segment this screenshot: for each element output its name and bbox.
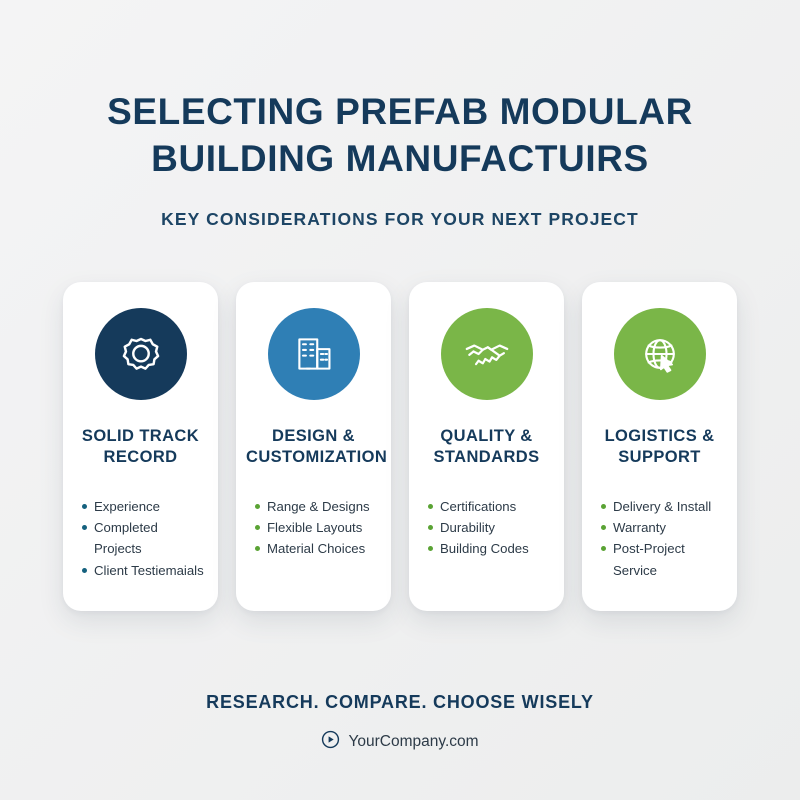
page-title xyxy=(80,88,720,183)
card-title xyxy=(246,426,388,470)
cards-row xyxy=(0,282,800,612)
brand-url: YourCompany.com xyxy=(348,733,479,750)
card-title-line-2: & SUPPORT xyxy=(618,426,715,467)
card-title-line-1: DESIGN & xyxy=(272,426,355,445)
footer-tagline: RESEARCH. COMPARE. CHOOSE WISELY xyxy=(206,692,594,712)
list-item: Warranty xyxy=(600,517,727,538)
card-icon-wrap xyxy=(419,308,554,400)
list-item: Material Choices xyxy=(254,538,381,559)
card-solid-track-record xyxy=(63,282,218,612)
card-icon-wrap xyxy=(246,308,381,400)
list-item: Completed Projects xyxy=(81,517,208,560)
list-item: Durability xyxy=(427,517,554,538)
card-title-line-1: SOLID TRACK xyxy=(81,426,200,445)
card-title xyxy=(419,426,554,470)
brand xyxy=(0,730,800,754)
list-item: Experience xyxy=(81,496,208,517)
gear-icon xyxy=(95,308,187,400)
card-title xyxy=(73,426,208,470)
list-item: Delivery & Install xyxy=(600,496,727,517)
building-icon xyxy=(268,308,360,400)
page-title-line-2: BUILDING MANUFACTUIRS xyxy=(151,138,649,180)
card-title-line-1: LOGISTICS xyxy=(604,426,698,445)
list-item: Client Testiemaials xyxy=(81,560,208,581)
card-design-customization xyxy=(236,282,391,612)
card-title-line-2: RECORD xyxy=(103,448,178,467)
list-item: Flexible Layouts xyxy=(254,517,381,538)
list-item: Certifications xyxy=(427,496,554,517)
list-item: Building Codes xyxy=(427,538,554,559)
card-bullet-list xyxy=(419,496,554,560)
card-logistics-support xyxy=(582,282,737,612)
page-title-line-1: SELECTING PREFAB MODULAR xyxy=(107,91,693,132)
footer xyxy=(0,692,800,754)
list-item: Range & Designs xyxy=(254,496,381,517)
header xyxy=(0,0,800,230)
card-quality-standards xyxy=(409,282,564,612)
card-title-line-2: CUSTOMIZATION xyxy=(246,448,388,467)
handshake-icon xyxy=(441,308,533,400)
page-subtitle: KEY CONSIDERATIONS FOR YOUR NEXT PROJECT xyxy=(161,208,639,229)
card-bullet-list xyxy=(73,496,208,582)
play-circle-icon xyxy=(321,730,340,754)
globe-arrow-icon xyxy=(614,308,706,400)
card-icon-wrap xyxy=(73,308,208,400)
card-icon-wrap xyxy=(592,308,727,400)
card-title-line-1: QUALITY & xyxy=(440,426,533,445)
list-item: Post-Project Service xyxy=(600,538,727,581)
card-bullet-list xyxy=(592,496,727,582)
card-bullet-list xyxy=(246,496,381,560)
card-title-line-2: STANDARDS xyxy=(433,448,540,467)
card-title xyxy=(592,426,727,470)
